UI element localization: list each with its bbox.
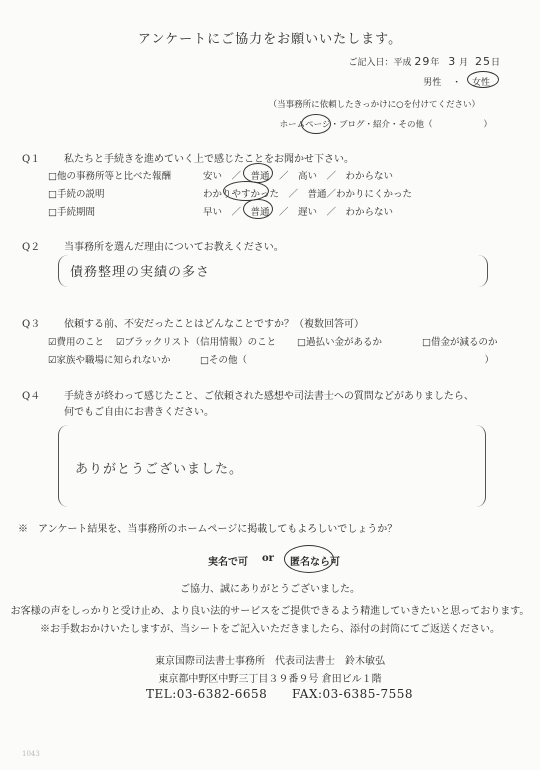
closing-return-note: ※お手数おかけいたしますが、当シートをご記入いただきましたら、添付の封筒にてご返送ください。 bbox=[40, 624, 500, 635]
period-normal-circle-mark bbox=[243, 199, 273, 219]
q3-heading: Q３ 依頼する前、不安だったことはどんなことですか？（複数回答可） bbox=[22, 319, 364, 330]
anonymous-circle-mark bbox=[284, 545, 334, 573]
closing-message: お客様の声をしっかりと受け止め、より良い法的サービスをご提供できるよう精進していきたいと思っております。 bbox=[10, 606, 530, 617]
q3-option-overpayment[interactable]: □過払い金があるか bbox=[297, 337, 382, 348]
source-hint: （当事務所に依頼したきっかけに○を付けてください） bbox=[268, 100, 480, 110]
publish-question: ※ アンケート結果を、当事務所のホームページに掲載してもよろしいでしょうか？ bbox=[18, 524, 398, 535]
q4-heading: Q４ 手続きが終わって感じたこと、ご依頼された感想や司法書士への質問などがありましたら、 bbox=[22, 391, 474, 402]
q3-option-cost[interactable]: ☑費用のこと bbox=[48, 337, 105, 348]
year-value[interactable]: 29 bbox=[414, 55, 431, 68]
date-label: ご記入日：平成 bbox=[348, 58, 412, 68]
q3-option-debt-reduce[interactable]: □借金が減るのか bbox=[422, 337, 498, 348]
q2-answer-text[interactable]: 債務整理の実績の多さ bbox=[70, 265, 211, 280]
publish-real-name-option[interactable]: 実名で可 bbox=[208, 557, 248, 568]
page-stamp: 1043 bbox=[22, 750, 40, 758]
explanation-clear-circle-mark bbox=[223, 181, 269, 201]
q3-option-family[interactable]: ☑家族や職場に知られないか bbox=[48, 355, 171, 366]
q2-heading: Q２ 当事務所を選んだ理由についてお教えください。 bbox=[22, 242, 284, 253]
closing-thanks: ご協力、誠にありがとうございました。 bbox=[180, 584, 360, 595]
gender-female[interactable]: 女性 bbox=[471, 78, 490, 88]
q3-option-blacklist[interactable]: ☑ブラックリスト（信用情報）のこと bbox=[116, 337, 277, 348]
day-value[interactable]: 25 bbox=[474, 55, 491, 68]
q4-answer-text[interactable]: ありがとうございました。 bbox=[75, 462, 244, 477]
q1-row-explanation-options[interactable]: わかりやすかった ／ 普通／わかりにくかった bbox=[203, 189, 413, 200]
survey-title: アンケートにご協力をお願いいたします。 bbox=[137, 32, 403, 47]
office-fax: FAX:03-6385-7558 bbox=[292, 687, 413, 701]
q1-row-period-label[interactable]: □手続期間 bbox=[48, 207, 95, 218]
q1-row-fee-label[interactable]: □他の事務所等と比べた報酬 bbox=[48, 171, 171, 182]
office-name: 東京国際司法書士事務所 代表司法書士 鈴木敏弘 bbox=[155, 656, 385, 667]
q4-heading-line2: 何でもご自由にお書きください。 bbox=[64, 407, 214, 418]
q3-option-other[interactable]: □その他（ ） bbox=[200, 355, 494, 366]
homepage-circle-mark bbox=[301, 114, 331, 134]
entry-date: ご記入日：平成 29年 3 月 25日 bbox=[348, 55, 500, 68]
gender-male[interactable]: 男性 bbox=[423, 78, 442, 88]
q1-row-period-options[interactable]: 早い ／ 普通 ／ 遅い ／ わからない bbox=[203, 207, 394, 218]
month-value[interactable]: 3 bbox=[448, 55, 457, 68]
q1-row-explanation-label[interactable]: □手続の説明 bbox=[48, 189, 105, 200]
office-tel: TEL:03-6382-6658 bbox=[146, 687, 268, 701]
q1-row-fee-options[interactable]: 安い ／ 普通 ／ 高い ／ わからない bbox=[203, 171, 394, 182]
q1-heading: Q１ 私たちと手続きを進めていく上で感じたことをお聞かせ下さい。 bbox=[22, 154, 354, 165]
office-address: 東京都中野区中野三丁目３９番９号 倉田ビル１階 bbox=[158, 674, 382, 685]
source-options[interactable]: ホームページ・ブログ・紹介・その他（ ） bbox=[279, 120, 492, 130]
fee-normal-circle-mark bbox=[243, 163, 273, 183]
female-circle-mark bbox=[467, 71, 499, 88]
publish-or: or bbox=[262, 553, 274, 564]
publish-anonymous-option[interactable]: 匿名なら可 bbox=[290, 557, 340, 568]
gender-selection: 男性 ・ 女性 bbox=[423, 78, 490, 88]
